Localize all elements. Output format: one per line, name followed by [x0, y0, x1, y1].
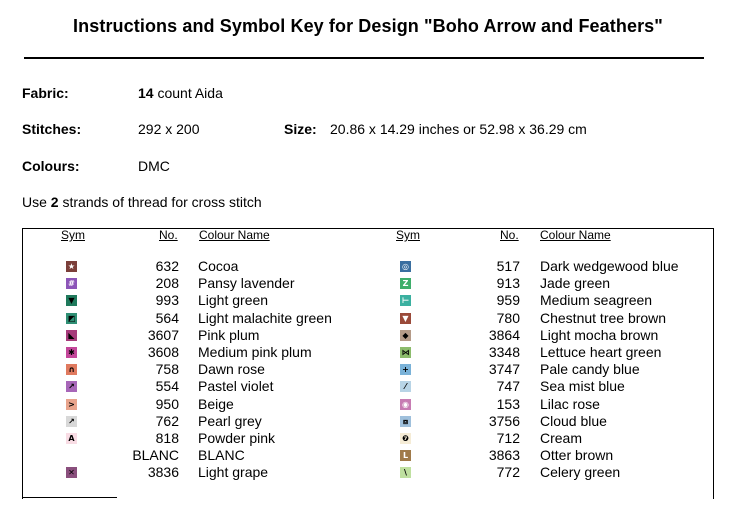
strands-instruction — [22, 194, 262, 210]
dmc-number: 3756 — [488, 412, 520, 429]
colour-name: Celery green — [540, 464, 621, 481]
dmc-number: 747 — [496, 378, 520, 395]
dmc-number: 564 — [155, 309, 179, 326]
symbol-swatch-icon: ◉ — [400, 399, 411, 410]
colour-name: Beige — [198, 395, 234, 412]
colour-name: Otter brown — [540, 447, 614, 464]
size-label: Size: — [284, 121, 317, 137]
colour-name: Dawn rose — [198, 361, 265, 378]
colour-name: Chestnut tree brown — [540, 309, 667, 326]
colours-value: DMC — [138, 158, 170, 174]
symbol-swatch-icon: + — [400, 364, 411, 375]
dmc-number: 780 — [496, 309, 520, 326]
colour-name: Pansy lavender — [198, 275, 295, 292]
strands-count: 2 — [50, 194, 59, 210]
fabric-type: count Aida — [153, 85, 223, 101]
dmc-number: 517 — [496, 258, 520, 274]
dmc-number: 772 — [496, 464, 520, 481]
size-value: 20.86 x 14.29 inches or 52.98 x 36.29 cm — [330, 121, 587, 137]
symbol-swatch-icon: ⊢ — [401, 296, 410, 306]
fabric-count: 14 — [138, 85, 154, 101]
right-header-sym: Sym — [396, 228, 420, 242]
left-header-colour-name: Colour Name — [199, 228, 270, 242]
symbol-swatch-icon: ◆ — [400, 330, 411, 341]
colour-name: Dark wedgewood blue — [540, 258, 679, 274]
symbol-key-bottom-rule — [22, 497, 117, 498]
colour-name: BLANC — [198, 447, 245, 464]
strands-suffix: strands of thread for cross stitch — [58, 194, 262, 210]
symbol-swatch-icon: > — [66, 399, 77, 410]
colour-name: Pearl grey — [198, 412, 262, 429]
dmc-number: 758 — [155, 361, 179, 378]
symbol-swatch-icon: A — [66, 433, 77, 444]
dmc-number: 3863 — [488, 447, 520, 464]
colour-name: Cocoa — [198, 258, 239, 274]
left-header-no: No. — [159, 228, 178, 242]
symbol-swatch-icon: ⋈ — [401, 347, 410, 357]
dmc-number: 993 — [155, 292, 179, 309]
dmc-number: 3348 — [488, 343, 520, 360]
colour-name: Light mocha brown — [540, 326, 659, 343]
symbol-swatch-icon: ⧈ — [400, 416, 411, 427]
symbol-swatch-icon: ✱ — [66, 347, 77, 358]
colour-name: Cream — [540, 429, 583, 446]
colour-name: Medium pink plum — [198, 343, 312, 360]
dmc-number: 3608 — [147, 343, 179, 360]
dmc-number: 913 — [496, 275, 520, 292]
fabric-value — [138, 85, 223, 101]
colour-name: Cloud blue — [540, 412, 607, 429]
page-title: Instructions and Symbol Key for Design "Boho Arrow and Feathers" — [73, 16, 663, 36]
dmc-number: 762 — [155, 412, 179, 429]
colour-name: Lettuce heart green — [540, 343, 662, 360]
dmc-number: 959 — [496, 292, 520, 309]
strands-prefix: Use — [22, 194, 51, 210]
dmc-number: 554 — [155, 378, 179, 395]
dmc-number: 3747 — [488, 361, 520, 378]
colour-name: Powder pink — [198, 429, 276, 446]
colour-name: Light malachite green — [198, 309, 332, 326]
stitches-label: Stitches: — [22, 121, 82, 137]
dmc-number: 818 — [155, 429, 179, 446]
dmc-number: BLANC — [132, 447, 179, 464]
symbol-swatch-icon: ◎ — [400, 261, 411, 272]
symbol-swatch-icon: L — [400, 450, 411, 461]
colour-name: Medium seagreen — [540, 292, 653, 309]
symbol-swatch-icon: ✕ — [66, 467, 77, 478]
right-header-no: No. — [500, 228, 519, 242]
symbol-swatch-icon: ↗ — [66, 416, 77, 427]
dmc-number: 208 — [155, 275, 179, 292]
colours-label: Colours: — [22, 158, 80, 174]
symbol-swatch-icon: ↗ — [66, 381, 77, 392]
symbol-swatch-icon: ∩ — [66, 364, 77, 375]
dmc-number: 632 — [155, 258, 179, 274]
dmc-number: 3864 — [488, 326, 520, 343]
symbol-swatch-icon: ★ — [67, 262, 76, 271]
left-header-sym: Sym — [61, 228, 85, 242]
symbol-swatch-icon: ⁄ — [400, 381, 411, 392]
symbol-swatch-icon — [66, 450, 77, 461]
colour-name: Light green — [198, 292, 269, 309]
symbol-swatch-icon: ◩ — [67, 313, 76, 323]
colour-name: Pastel violet — [198, 378, 274, 395]
colour-name: Pink plum — [198, 326, 260, 343]
dmc-number: 950 — [155, 395, 179, 412]
dmc-number: 153 — [496, 395, 520, 412]
colour-name: Light grape — [198, 464, 269, 481]
symbol-swatch-icon: \ — [400, 467, 411, 478]
fabric-label: Fabric: — [22, 85, 69, 101]
colour-name: Lilac rose — [540, 395, 600, 412]
dmc-number: 712 — [496, 429, 520, 446]
colour-name: Jade green — [540, 275, 611, 292]
symbol-swatch-icon: ▼ — [66, 295, 77, 306]
stitches-value: 292 x 200 — [138, 121, 200, 137]
symbol-swatch-icon: ❼ — [400, 433, 411, 444]
symbol-swatch-icon: # — [66, 278, 77, 289]
symbol-swatch-icon: ▼ — [400, 313, 411, 324]
symbol-swatch-icon: Z — [400, 278, 411, 289]
colour-name: Sea mist blue — [540, 378, 625, 395]
dmc-number: 3607 — [147, 326, 179, 343]
title-divider — [24, 57, 704, 59]
colour-name: Pale candy blue — [540, 361, 640, 378]
dmc-number: 3836 — [147, 464, 179, 481]
symbol-swatch-icon: ◣ — [66, 330, 77, 341]
right-header-colour-name: Colour Name — [540, 228, 611, 242]
